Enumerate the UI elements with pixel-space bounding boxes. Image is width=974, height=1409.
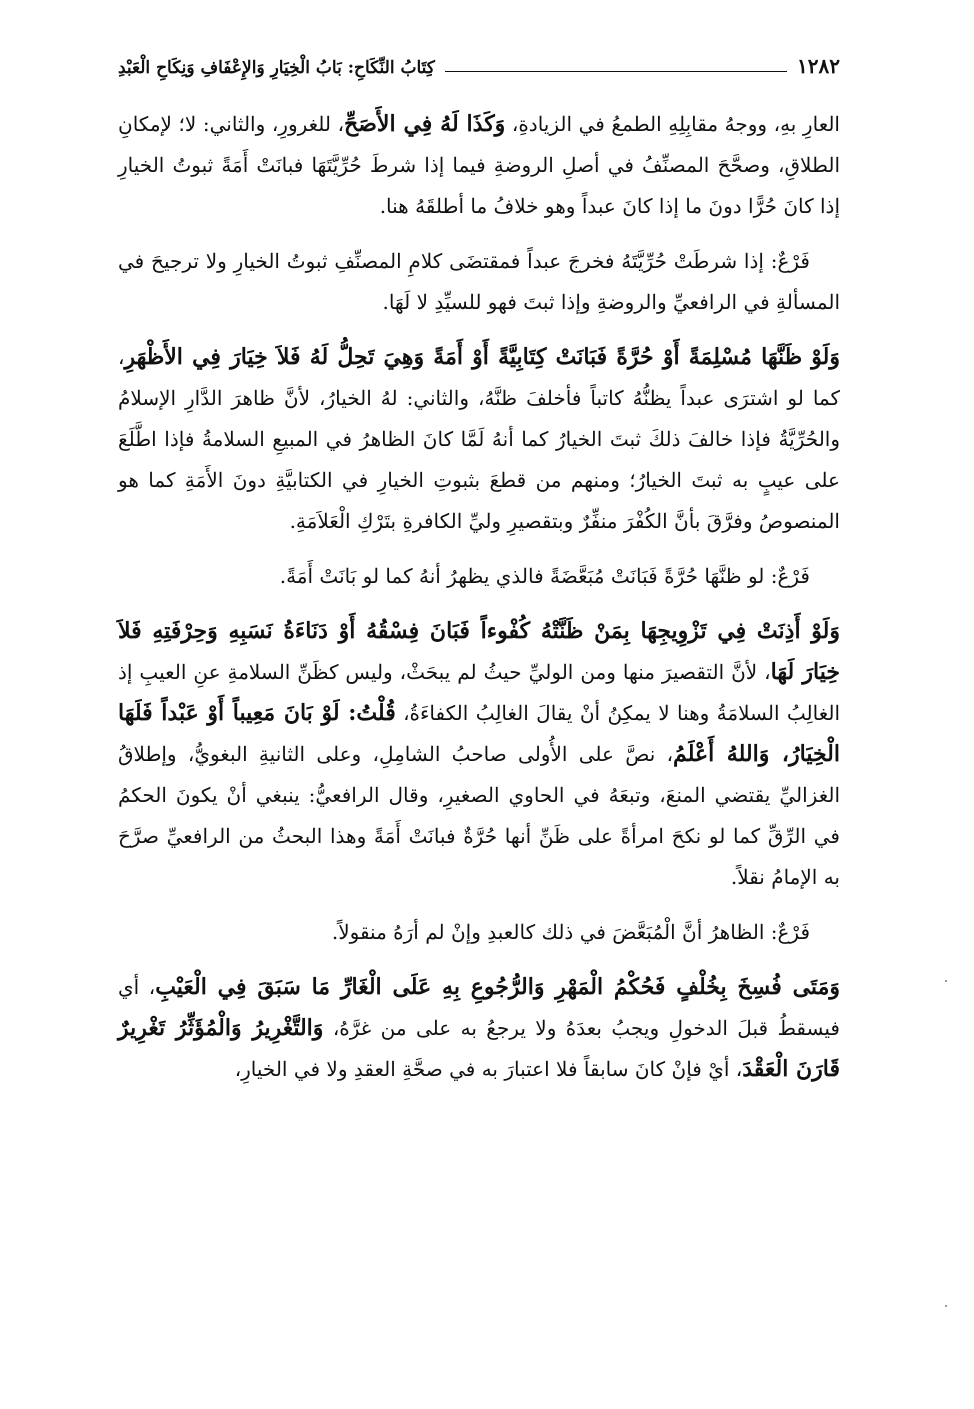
header-rule	[445, 71, 787, 72]
matn-segment: وَالتَّغْرِيرُ وَالْمُؤَثِّرُ تَغْرِيرٌ قَارَنَ الْعَقْدَ	[118, 1015, 840, 1082]
paragraph-7	[118, 967, 840, 1090]
text-segment: ، أيْ فإنْ كانَ سابقاً فلا اعتبارَ به في صحَّةِ العقدِ ولا في الخيارِ،	[234, 1057, 743, 1081]
text-segment: فَرْعٌ: الظاهرُ أنَّ الْمُبَعَّضَ في ذلك كالعبدِ وإنْ لم أرَهُ منقولاً.	[331, 920, 810, 944]
running-title: كِتَابُ النِّكَاحِ: بَابُ الْخِيَارِ وَالإِعْفَافِ وَنِكَاحِ الْعَبْدِ	[118, 58, 435, 78]
paragraph-2	[118, 241, 840, 323]
text-segment: ، أي فيسقطُ قبلَ الدخولِ ويجبُ بعدَهُ ولا يرجعُ به على من غرَّهُ،	[118, 975, 840, 1040]
text-segment: فَرْعٌ: إذا شرطَتْ حُرِّيَّتَهُ فخرجَ عبداً فمقتضَى كلامِ المصنِّفِ ثبوتُ الخيارِ ولا ترجيحَ في المسألةِ في الرافعيِّ والروضةِ وإذا ثبتَ فهو للسيِّدِ لا لَهَا.	[118, 249, 840, 314]
paragraph-5	[118, 611, 840, 898]
matn-segment: وَكَذَا لَهُ فِي الأَصَحِّ	[344, 111, 506, 137]
matn-segment: وَمَتَى فُسِخَ بِخُلْفٍ فَحُكْمُ الْمَهْرِ وَالرُّجُوعِ بِهِ عَلَى الْغَارِّ مَا سَبَقَ فِي الْعَيْبِ	[155, 974, 840, 1000]
text-segment: ، لأنَّ التقصيرَ منها ومن الوليِّ حيثُ لم يبحَثْ، وليس كظَنِّ السلامةِ عنِ العيبِ إذ الغالِبُ السلامَةُ وهنا لا يمكِنُ أنْ يقالَ الغالِبُ الكفاءَةُ،	[118, 660, 841, 725]
page-number: ١٢٨٢	[797, 54, 840, 78]
matn-segment: وَلَوْ أَذِنَتْ فِي تَزْوِيجِهَا بِمَنْ ظَنَّتْهُ كُفْوءاً فَبَانَ فِسْقُهُ أَوْ دَنَاءَةُ نَسَبِهِ وَحِرْفَتِهِ فَلاَ خِيَارَ لَهَا	[118, 618, 840, 685]
text-segment: ، للغرورِ، والثاني: لا؛ لإمكانِ الطلاقِ، وصحَّحَ المصنِّفُ في أصلِ الروضةِ فيما إذا شرطَ حُرِّيَّتَهَا فبانَتْ أَمَةً ثبوتُ الخيارِ إذا كانَ حُرًّا دونَ ما إذا كانَ عبداً وهو خلافُ ما أطلقَهُ هنا.	[118, 112, 840, 218]
text-segment: ، نصَّ على الأُولى صاحبُ الشامِلِ، وعلى الثانيةِ البغويُّ، وإطلاقُ الغزاليِّ يقتضي المنعَ، وتبعَهُ في الحاوي الصغيرِ، وقال الرافعيُّ: ينبغي أنْ يكونَ الحكمُ في الرِّقِّ كما لو نكحَ امرأةً على ظَنِّ أنها حُرَّةٌ فبانَتْ أَمَةً وهذا البحثُ من الرافعيِّ صرَّحَ به الإمامُ نقلاً.	[118, 742, 840, 889]
scan-mark	[945, 980, 947, 982]
page-header	[118, 52, 840, 78]
matn-segment: وَلَوْ ظَنَّهَا مُسْلِمَةً أَوْ حُرَّةً فَبَانَتْ كِتَابِيَّةً أَوْ أَمَةً وَهِيَ تَحِلُّ لَهُ فَلاَ خِيَارَ فِي الأَظْهَرِ	[124, 344, 840, 370]
text-segment: ، كما لو اشترَى عبداً يظنُّهُ كاتباً فأخلفَ ظنَّهُ، والثاني: لهُ الخيارُ، لأنَّ ظاهرَ الدَّارِ الإسلامُ والحُرِّيَّةُ فإذا خالفَ ذلكَ ثبتَ الخيارُ كما أنهُ لَمَّا كانَ الظاهرُ في المبيعِ السلامةُ فإذا اطَّلَعَ على عيبٍ به ثبتَ الخيارُ؛ ومنهم من قطعَ بثبوتِ الخيارِ في الكتابيَّةِ دونَ الأَمَةِ كما هو المنصوصُ وفرَّقَ بأنَّ الكُفْرَ منفِّرٌ وبتقصيرِ وليِّ الكافرةِ بتَرْكِ الْعَلاَمَةِ.	[118, 345, 840, 533]
paragraph-3	[118, 337, 840, 542]
body-text	[118, 104, 840, 1090]
paragraph-6	[118, 912, 840, 953]
matn-segment: قُلْتُ: لَوْ بَانَ مَعِيباً أَوْ عَبْداً فَلَهَا الْخِيَارُ، وَاللهُ أَعْلَمُ	[118, 700, 840, 767]
text-segment: العارِ بهِ، ووجهُ مقابِلِهِ الطمعُ في الزيادةِ،	[505, 112, 840, 136]
book-page	[118, 52, 840, 1352]
paragraph-1	[118, 104, 840, 227]
paragraph-4	[118, 556, 840, 597]
scan-mark	[945, 1305, 947, 1307]
text-segment: فَرْعٌ: لو ظنَّهَا حُرَّةً فَبَانَتْ مُبَعَّضَةً فالذي يظهرُ أنهُ كما لو بَانَتْ أَمَةً.	[279, 564, 810, 588]
